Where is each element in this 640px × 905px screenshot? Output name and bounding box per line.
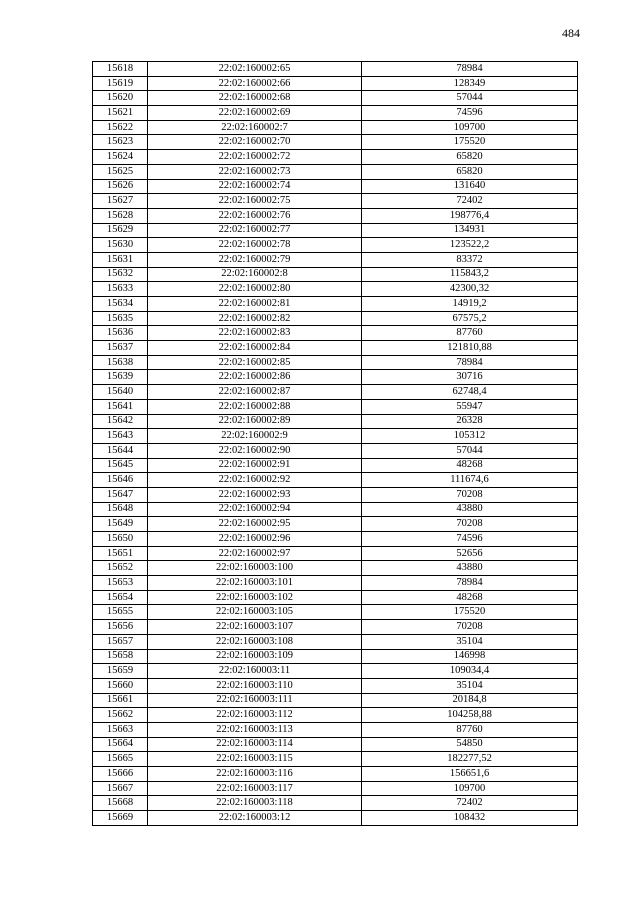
row-number-cell: 15653 <box>93 576 148 591</box>
value-cell: 87760 <box>362 722 578 737</box>
table-row <box>93 135 578 150</box>
value-cell: 26328 <box>362 414 578 429</box>
table-row <box>93 502 578 517</box>
row-number-cell: 15654 <box>93 590 148 605</box>
table-row <box>93 385 578 400</box>
value-cell: 74596 <box>362 106 578 121</box>
table-row <box>93 106 578 121</box>
cadastral-number-cell: 22:02:160002:92 <box>148 473 362 488</box>
table-row <box>93 532 578 547</box>
table-row <box>93 649 578 664</box>
value-cell: 55947 <box>362 399 578 414</box>
table-row <box>93 620 578 635</box>
data-table <box>92 61 578 826</box>
row-number-cell: 15623 <box>93 135 148 150</box>
value-cell: 72402 <box>362 194 578 209</box>
cadastral-number-cell: 22:02:160002:9 <box>148 429 362 444</box>
cadastral-number-cell: 22:02:160002:80 <box>148 282 362 297</box>
cadastral-number-cell: 22:02:160002:74 <box>148 179 362 194</box>
cadastral-number-cell: 22:02:160003:108 <box>148 634 362 649</box>
value-cell: 105312 <box>362 429 578 444</box>
value-cell: 70208 <box>362 487 578 502</box>
row-number-cell: 15628 <box>93 208 148 223</box>
cadastral-number-cell: 22:02:160002:77 <box>148 223 362 238</box>
table-row <box>93 223 578 238</box>
cadastral-number-cell: 22:02:160002:88 <box>148 399 362 414</box>
value-cell: 57044 <box>362 91 578 106</box>
value-cell: 35104 <box>362 678 578 693</box>
cadastral-number-cell: 22:02:160003:110 <box>148 678 362 693</box>
table-row <box>93 194 578 209</box>
row-number-cell: 15669 <box>93 811 148 826</box>
cadastral-number-cell: 22:02:160003:117 <box>148 781 362 796</box>
cadastral-number-cell: 22:02:160002:68 <box>148 91 362 106</box>
value-cell: 131640 <box>362 179 578 194</box>
table-row <box>93 458 578 473</box>
row-number-cell: 15664 <box>93 737 148 752</box>
value-cell: 43880 <box>362 502 578 517</box>
value-cell: 14919,2 <box>362 297 578 312</box>
table-row <box>93 297 578 312</box>
cadastral-number-cell: 22:02:160002:72 <box>148 150 362 165</box>
cadastral-number-cell: 22:02:160002:84 <box>148 341 362 356</box>
table-row <box>93 120 578 135</box>
value-cell: 67575,2 <box>362 311 578 326</box>
table-row <box>93 678 578 693</box>
cadastral-number-cell: 22:02:160002:93 <box>148 487 362 502</box>
table-row <box>93 91 578 106</box>
table-row <box>93 311 578 326</box>
cadastral-number-cell: 22:02:160002:95 <box>148 517 362 532</box>
cadastral-number-cell: 22:02:160003:115 <box>148 752 362 767</box>
row-number-cell: 15649 <box>93 517 148 532</box>
table-row <box>93 443 578 458</box>
table-row <box>93 708 578 723</box>
row-number-cell: 15647 <box>93 487 148 502</box>
table-row <box>93 282 578 297</box>
cadastral-number-cell: 22:02:160003:116 <box>148 767 362 782</box>
table-row <box>93 517 578 532</box>
table-row <box>93 150 578 165</box>
table-row <box>93 164 578 179</box>
value-cell: 146998 <box>362 649 578 664</box>
value-cell: 20184,8 <box>362 693 578 708</box>
row-number-cell: 15646 <box>93 473 148 488</box>
cadastral-number-cell: 22:02:160002:73 <box>148 164 362 179</box>
row-number-cell: 15656 <box>93 620 148 635</box>
value-cell: 87760 <box>362 326 578 341</box>
value-cell: 182277,52 <box>362 752 578 767</box>
value-cell: 108432 <box>362 811 578 826</box>
value-cell: 35104 <box>362 634 578 649</box>
table-row <box>93 414 578 429</box>
page-number: 484 <box>562 26 580 40</box>
cadastral-number-cell: 22:02:160002:8 <box>148 267 362 282</box>
cadastral-number-cell: 22:02:160002:96 <box>148 532 362 547</box>
table-row <box>93 664 578 679</box>
table-row <box>93 76 578 91</box>
cadastral-number-cell: 22:02:160003:105 <box>148 605 362 620</box>
table-row <box>93 605 578 620</box>
row-number-cell: 15651 <box>93 546 148 561</box>
value-cell: 104258,88 <box>362 708 578 723</box>
cadastral-number-cell: 22:02:160003:109 <box>148 649 362 664</box>
row-number-cell: 15635 <box>93 311 148 326</box>
table-row <box>93 767 578 782</box>
value-cell: 156651,6 <box>362 767 578 782</box>
cadastral-number-cell: 22:02:160002:85 <box>148 355 362 370</box>
cadastral-number-cell: 22:02:160003:100 <box>148 561 362 576</box>
value-cell: 70208 <box>362 620 578 635</box>
row-number-cell: 15658 <box>93 649 148 664</box>
table-row <box>93 252 578 267</box>
value-cell: 65820 <box>362 150 578 165</box>
row-number-cell: 15667 <box>93 781 148 796</box>
row-number-cell: 15662 <box>93 708 148 723</box>
cadastral-number-cell: 22:02:160002:87 <box>148 385 362 400</box>
row-number-cell: 15652 <box>93 561 148 576</box>
row-number-cell: 15645 <box>93 458 148 473</box>
row-number-cell: 15621 <box>93 106 148 121</box>
value-cell: 109700 <box>362 120 578 135</box>
row-number-cell: 15638 <box>93 355 148 370</box>
cadastral-number-cell: 22:02:160002:82 <box>148 311 362 326</box>
row-number-cell: 15637 <box>93 341 148 356</box>
row-number-cell: 15626 <box>93 179 148 194</box>
cadastral-number-cell: 22:02:160002:66 <box>148 76 362 91</box>
value-cell: 175520 <box>362 605 578 620</box>
table-row <box>93 590 578 605</box>
table-row <box>93 693 578 708</box>
row-number-cell: 15634 <box>93 297 148 312</box>
cadastral-number-cell: 22:02:160002:89 <box>148 414 362 429</box>
cadastral-number-cell: 22:02:160003:102 <box>148 590 362 605</box>
row-number-cell: 15633 <box>93 282 148 297</box>
cadastral-number-cell: 22:02:160002:76 <box>148 208 362 223</box>
row-number-cell: 15655 <box>93 605 148 620</box>
table-row <box>93 722 578 737</box>
row-number-cell: 15632 <box>93 267 148 282</box>
table-row <box>93 326 578 341</box>
value-cell: 52656 <box>362 546 578 561</box>
value-cell: 128349 <box>362 76 578 91</box>
cadastral-number-cell: 22:02:160002:94 <box>148 502 362 517</box>
cadastral-number-cell: 22:02:160002:86 <box>148 370 362 385</box>
cadastral-number-cell: 22:02:160002:91 <box>148 458 362 473</box>
table-row <box>93 576 578 591</box>
value-cell: 78984 <box>362 62 578 77</box>
value-cell: 48268 <box>362 590 578 605</box>
row-number-cell: 15640 <box>93 385 148 400</box>
table-row <box>93 487 578 502</box>
row-number-cell: 15641 <box>93 399 148 414</box>
value-cell: 74596 <box>362 532 578 547</box>
value-cell: 109700 <box>362 781 578 796</box>
row-number-cell: 15660 <box>93 678 148 693</box>
cadastral-number-cell: 22:02:160003:111 <box>148 693 362 708</box>
value-cell: 62748,4 <box>362 385 578 400</box>
cadastral-number-cell: 22:02:160003:12 <box>148 811 362 826</box>
row-number-cell: 15644 <box>93 443 148 458</box>
row-number-cell: 15666 <box>93 767 148 782</box>
cadastral-number-cell: 22:02:160002:75 <box>148 194 362 209</box>
table-row <box>93 370 578 385</box>
value-cell: 30716 <box>362 370 578 385</box>
table-row <box>93 355 578 370</box>
row-number-cell: 15624 <box>93 150 148 165</box>
table-row <box>93 752 578 767</box>
value-cell: 121810,88 <box>362 341 578 356</box>
table-row <box>93 267 578 282</box>
row-number-cell: 15618 <box>93 62 148 77</box>
table-row <box>93 561 578 576</box>
value-cell: 54850 <box>362 737 578 752</box>
cadastral-number-cell: 22:02:160002:7 <box>148 120 362 135</box>
value-cell: 111674,6 <box>362 473 578 488</box>
table-row <box>93 429 578 444</box>
cadastral-number-cell: 22:02:160002:90 <box>148 443 362 458</box>
table-row <box>93 737 578 752</box>
table-row <box>93 811 578 826</box>
value-cell: 72402 <box>362 796 578 811</box>
table-row <box>93 546 578 561</box>
table-row <box>93 634 578 649</box>
cadastral-number-cell: 22:02:160002:70 <box>148 135 362 150</box>
cadastral-number-cell: 22:02:160003:118 <box>148 796 362 811</box>
table-row <box>93 179 578 194</box>
row-number-cell: 15639 <box>93 370 148 385</box>
row-number-cell: 15619 <box>93 76 148 91</box>
value-cell: 78984 <box>362 355 578 370</box>
cadastral-number-cell: 22:02:160002:81 <box>148 297 362 312</box>
value-cell: 70208 <box>362 517 578 532</box>
row-number-cell: 15648 <box>93 502 148 517</box>
value-cell: 57044 <box>362 443 578 458</box>
row-number-cell: 15661 <box>93 693 148 708</box>
value-cell: 109034,4 <box>362 664 578 679</box>
row-number-cell: 15650 <box>93 532 148 547</box>
value-cell: 134931 <box>362 223 578 238</box>
row-number-cell: 15630 <box>93 238 148 253</box>
cadastral-number-cell: 22:02:160003:101 <box>148 576 362 591</box>
table-row <box>93 796 578 811</box>
value-cell: 43880 <box>362 561 578 576</box>
value-cell: 115843,2 <box>362 267 578 282</box>
table-row <box>93 208 578 223</box>
row-number-cell: 15620 <box>93 91 148 106</box>
cadastral-number-cell: 22:02:160002:83 <box>148 326 362 341</box>
row-number-cell: 15663 <box>93 722 148 737</box>
value-cell: 48268 <box>362 458 578 473</box>
row-number-cell: 15659 <box>93 664 148 679</box>
cadastral-number-cell: 22:02:160002:78 <box>148 238 362 253</box>
value-cell: 198776,4 <box>362 208 578 223</box>
value-cell: 42300,32 <box>362 282 578 297</box>
row-number-cell: 15636 <box>93 326 148 341</box>
row-number-cell: 15642 <box>93 414 148 429</box>
cadastral-number-cell: 22:02:160003:11 <box>148 664 362 679</box>
row-number-cell: 15643 <box>93 429 148 444</box>
value-cell: 65820 <box>362 164 578 179</box>
table-row <box>93 62 578 77</box>
cadastral-number-cell: 22:02:160002:65 <box>148 62 362 77</box>
row-number-cell: 15629 <box>93 223 148 238</box>
value-cell: 83372 <box>362 252 578 267</box>
cadastral-number-cell: 22:02:160003:107 <box>148 620 362 635</box>
row-number-cell: 15665 <box>93 752 148 767</box>
value-cell: 78984 <box>362 576 578 591</box>
table-body <box>93 62 578 826</box>
cadastral-number-cell: 22:02:160002:69 <box>148 106 362 121</box>
row-number-cell: 15657 <box>93 634 148 649</box>
row-number-cell: 15668 <box>93 796 148 811</box>
table-row <box>93 399 578 414</box>
cadastral-number-cell: 22:02:160003:113 <box>148 722 362 737</box>
cadastral-number-cell: 22:02:160003:112 <box>148 708 362 723</box>
row-number-cell: 15622 <box>93 120 148 135</box>
table-row <box>93 238 578 253</box>
cadastral-number-cell: 22:02:160002:79 <box>148 252 362 267</box>
cadastral-number-cell: 22:02:160003:114 <box>148 737 362 752</box>
row-number-cell: 15631 <box>93 252 148 267</box>
table-row <box>93 781 578 796</box>
value-cell: 175520 <box>362 135 578 150</box>
table-row <box>93 341 578 356</box>
row-number-cell: 15627 <box>93 194 148 209</box>
table-row <box>93 473 578 488</box>
row-number-cell: 15625 <box>93 164 148 179</box>
cadastral-number-cell: 22:02:160002:97 <box>148 546 362 561</box>
value-cell: 123522,2 <box>362 238 578 253</box>
